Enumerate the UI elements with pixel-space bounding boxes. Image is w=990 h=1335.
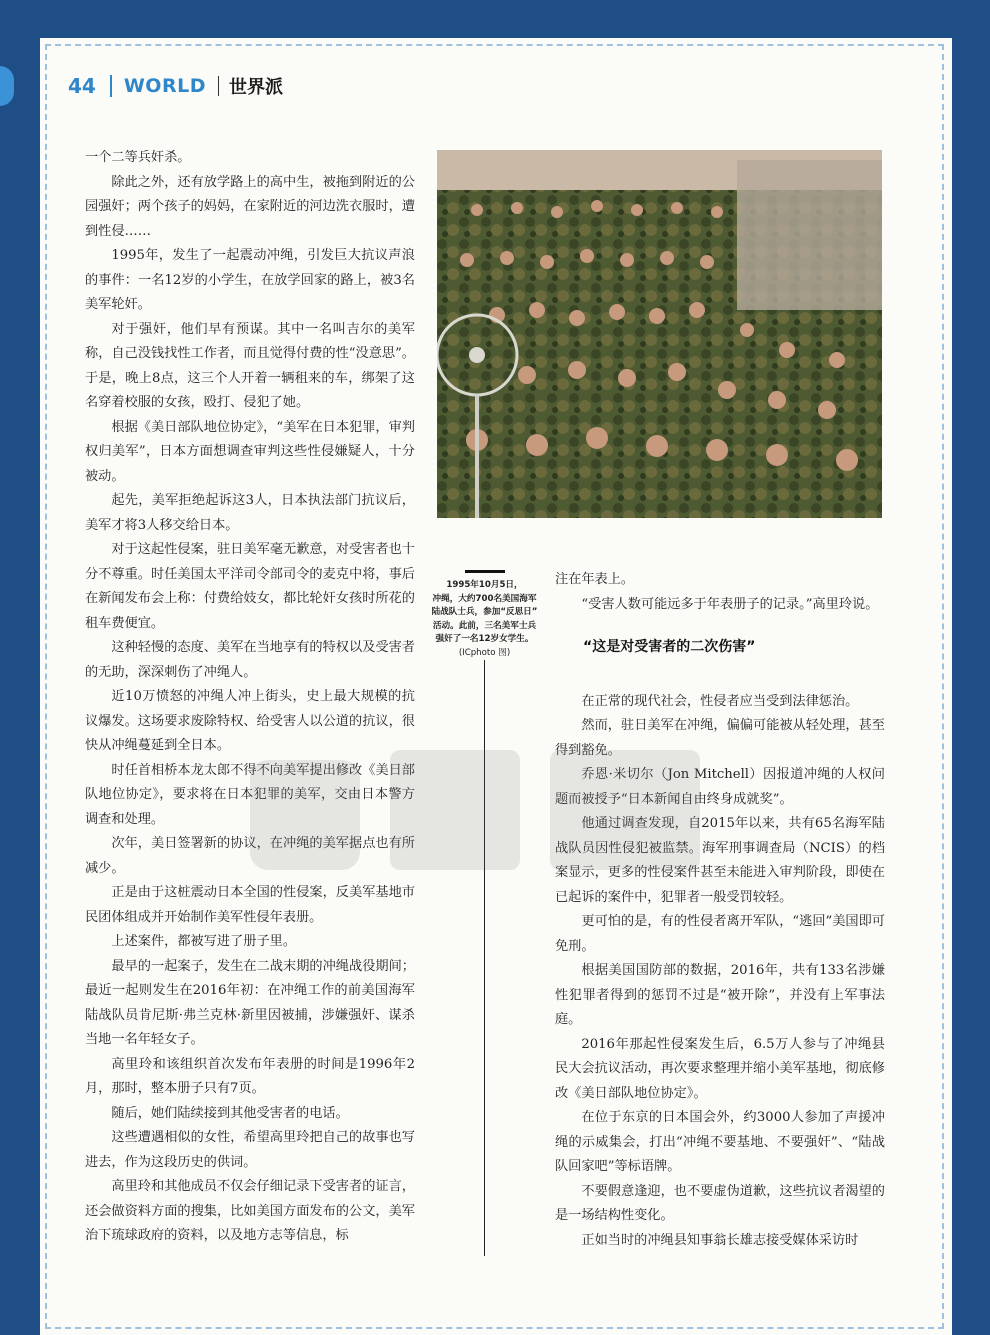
paragraph: 高里玲和该组织首次发布年表册的时间是1996年2月，那时，整本册子只有7页。 (85, 1056, 415, 1096)
header-divider-2 (218, 76, 219, 96)
paragraph: “受害人数可能远多于年表册子的记录。”高里玲说。 (581, 596, 879, 612)
subheading: “这是对受害者的二次伤害” (583, 639, 756, 655)
paragraph: 正如当时的冲绳县知事翁长雄志接受媒体采访时 (581, 1232, 859, 1248)
paragraph: 更可怕的是，有的性侵者离开军队，“逃回”美国即可免刑。 (555, 914, 885, 954)
caption-rule (465, 570, 505, 573)
paragraph: 次年，美日签署新的协议，在冲绳的美军据点也有所减少。 (85, 836, 415, 876)
paragraph: 根据美国国防部的数据，2016年，共有133名涉嫌性犯罪者得到的惩罚不过是“被开除”，并没有上军事法庭。 (555, 963, 885, 1027)
paragraph: 高里玲和其他成员不仅会仔细记录下受害者的证言，还会做资料方面的搜集，比如美国方面发布的公文，美军治下琉球政府的资料，以及地方志等信息，标 (85, 1179, 415, 1243)
right-text-column (555, 568, 885, 1253)
paragraph: 然而，驻日美军在冲绳，偏偏可能被从轻处理，甚至得到豁免。 (555, 718, 885, 758)
paragraph: 随后，她们陆续接到其他受害者的电话。 (111, 1105, 349, 1121)
caption-line: 陆战队士兵，参加“反思日” (431, 607, 538, 617)
right-column-body (555, 690, 885, 1254)
caption-line: 1995年10月5日， (446, 580, 523, 590)
paragraph: 注在年表上。 (555, 572, 635, 587)
right-column-continuation (555, 568, 885, 617)
paragraph: 根据《美日部队地位协定》，“美军在日本犯罪，审判权归美军”，日本方面想调查审判这些性侵嫌疑人，十分被动。 (85, 419, 415, 484)
crowd-photo-icon (437, 150, 882, 518)
paragraph: 他通过调查发现，自2015年以来，共有65名海军陆战队员因性侵犯被监禁。海军刑事调查局（NCIS）的档案显示，更多的性侵案件甚至未能进入审判阶段，即使在已起诉的案件中，犯罪者一般受罚较轻。 (555, 816, 885, 905)
paragraph: 近10万愤怒的冲绳人冲上街头，史上最大规模的抗议爆发。这场要求废除特权、给受害人以公道的抗议，很快从冲绳蔓延到全日本。 (85, 689, 415, 753)
paragraph: 这些遭遇相似的女性，希望高里玲把自己的故事也写进去，作为这段历史的供词。 (85, 1130, 415, 1170)
article-photo (437, 150, 882, 518)
paragraph: 对于这起性侵案，驻日美军毫无歉意，对受害者也十分不尊重。时任美国太平洋司令部司令的麦克中将，事后在新闻发布会上称：付费给妓女，都比轮奸女孩时所花的租车费便宜。 (85, 542, 415, 631)
caption-line: 活动。此前，三名美军士兵 (432, 620, 537, 631)
paragraph: 上述案件，都被写进了册子里。 (111, 934, 297, 949)
page-number: 44 (68, 74, 96, 98)
caption-vertical-rule (484, 660, 485, 1256)
paragraph: 时任首相桥本龙太郎不得不向美军提出修改《美日部队地位协定》，要求将在日本犯罪的美军，交由日本警方调查和处理。 (85, 762, 415, 827)
photo-caption (427, 570, 542, 660)
paragraph: 在正常的现代社会，性侵者应当受到法律惩治。 (581, 693, 859, 709)
paragraph: 不要假意逢迎，也不要虚伪道歉，这些抗议者渴望的是一场结构性变化。 (555, 1183, 885, 1223)
page-header (68, 72, 283, 100)
paragraph: 2016年那起性侵案发生后，6.5万人参与了冲绳县民大会抗议活动，再次要求整理并缩小美军基地，彻底修改《美日部队地位协定》。 (555, 1036, 885, 1101)
caption-line: 强奸了一名12岁女学生。 (435, 634, 534, 644)
paragraph: 这种轻慢的态度、美军在当地享有的特权以及受害者的无助，深深刺伤了冲绳人。 (85, 640, 415, 680)
paragraph: 1995年，发生了一起震动冲绳，引发巨大抗议声浪的事件：一名12岁的小学生，在放学回家的路上，被3名美军轮奸。 (85, 248, 415, 312)
header-divider (110, 75, 112, 97)
paragraph: 最早的一起案子，发生在二战末期的冲绳战役期间；最近一起则发生在2016年初：在冲绳工作的前美国海军陆战队员肯尼斯·弗兰克林·新里因被捕，涉嫌强奸、谋杀当地一名年轻女子。 (85, 958, 415, 1047)
paragraph: 对于强奸，他们早有预谋。其中一名叫吉尔的美军称，自己没钱找性工作者，而且觉得付费的性“没意思”。于是，晚上8点，这三个人开着一辆租来的车，绑架了这名穿着校服的女孩，殴打、侵犯了她。 (85, 321, 415, 410)
paragraph: 除此之外，还有放学路上的高中生，被拖到附近的公园强奸；两个孩子的妈妈，在家附近的河边洗衣服时，遭到性侵…… (85, 174, 415, 239)
page-tab-marker (0, 66, 14, 106)
section-title-cn: 世界派 (228, 77, 283, 98)
left-text-column (85, 146, 415, 1249)
paragraph: 正是由于这桩震动日本全国的性侵案，反美军基地市民团体组成并开始制作美军性侵年表册。 (85, 885, 415, 925)
photo-credit: (ICphoto 图) (458, 647, 511, 658)
paragraph: 一个二等兵奸杀。 (85, 150, 191, 165)
paragraph: 起先，美军拒绝起诉这3人，日本执法部门抗议后，美军才将3人移交给日本。 (85, 493, 415, 533)
paragraph: 乔恩·米切尔（Jon Mitchell）因报道冲绳的人权问题而被授予“日本新闻自由终身成就奖”。 (555, 767, 885, 807)
paragraph: 在位于东京的日本国会外，约3000人参加了声援冲绳的示威集会，打出“冲绳不要基地、不要强奸”、“陆战队回家吧”等标语牌。 (555, 1110, 885, 1174)
caption-line: 冲绳，大约700名美国海军 (432, 593, 537, 604)
section-title-en: WORLD (123, 75, 206, 97)
